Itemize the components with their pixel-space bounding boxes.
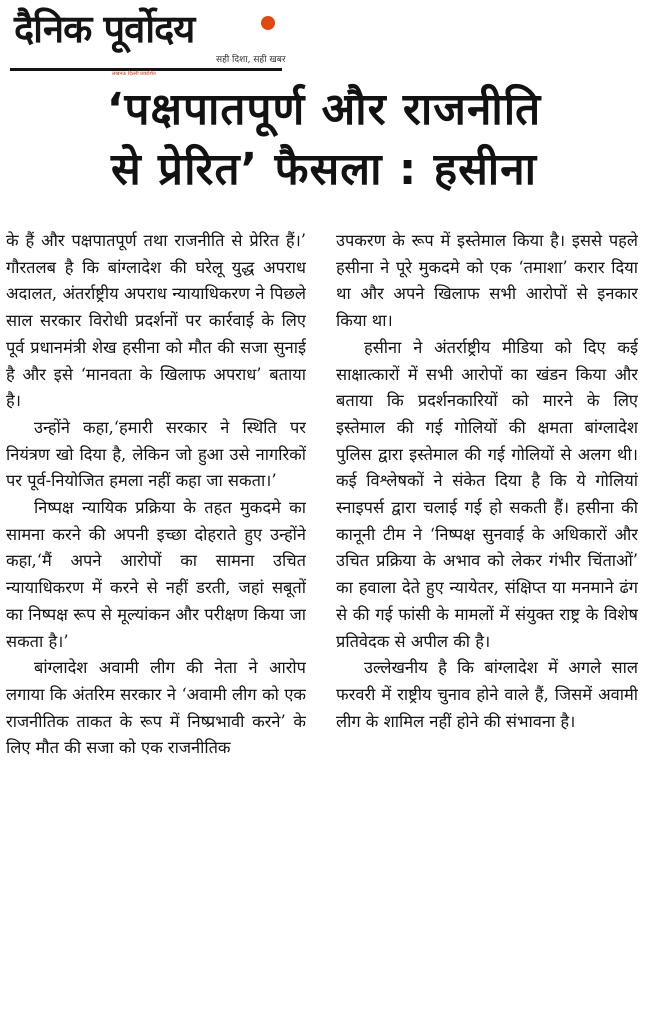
- headline-line-1: ‘पक्षपातपूर्ण और राजनीति: [106, 84, 542, 135]
- headline: [18, 80, 630, 200]
- paragraph: उल्लेखनीय है कि बांग्लादेश में अगले साल फरवरी में राष्ट्रीय चुनाव होने वाले हैं, जिसमें अवामी लीग के शामिल नहीं होने की संभावना है।: [336, 658, 638, 731]
- headline-line-2: से प्रेरित’ फैसला : हसीना: [110, 144, 538, 195]
- paragraph: निष्पक्ष न्यायिक प्रक्रिया के तहत मुकदमे का सामना करने की अपनी इच्छा दोहराते हुए उन्होंने कहा,‘मैं अपने आरोपों का सामना उचित न्यायाधिकरण में करने से नहीं डरती, जहां सबूतों का निष्पक्ष रूप से मूल्यांकन और परीक्षण किया जा सकता है।’: [6, 498, 306, 651]
- article-column-left: [6, 228, 306, 1028]
- article-column-right: [336, 228, 638, 1028]
- masthead-subline: लखनऊ दिल्ली प्रकाशित: [112, 71, 156, 77]
- paragraph: बांग्लादेश अवामी लीग की नेता ने आरोप लगाया कि अंतरिम सरकार ने ‘अवामी लीग को एक राजनीतिक ताकत के रूप में निष्प्रभावी करने’ के लिए मौत की सजा को एक राजनीतिक: [6, 658, 306, 758]
- paragraph: के हैं और पक्षपातपूर्ण तथा राजनीति से प्रेरित हैं।’ गौरतलब है कि बांग्लादेश की घरेलू युद्ध अपराध अदालत, अंतर्राष्ट्रीय अपराध न्यायाधिकरण ने पिछले साल सरकार विरोधी प्रदर्शनों पर कार्रवाई के लिए पूर्व प्रधानमंत्री शेख हसीना को मौत की सजा सुनाई है और इसे ‘मानवता के खिलाफ अपराध’ बताया है।: [6, 231, 306, 411]
- newspaper-logo: दैनिक पूर्वोदय: [14, 7, 195, 51]
- masthead: [10, 6, 290, 72]
- paragraph: उन्होंने कहा,‘हमारी सरकार ने स्थिति पर नियंत्रण खो दिया है, लेकिन जो हुआ उसे नागरिकों पर पूर्व-नियोजित हमला नहीं कहा जा सकता।’: [6, 417, 306, 491]
- tagline: सही दिशा, सही खबर: [216, 55, 286, 65]
- sun-icon: [261, 16, 275, 30]
- paragraph: उपकरण के रूप में इस्तेमाल किया है। इससे पहले हसीना ने पूरे मुकदमे को एक ‘तमाशा’ करार दिया था और अपने खिलाफ सभी आरोपों से इनकार किया था।: [336, 231, 638, 331]
- paragraph: हसीना ने अंतर्राष्ट्रीय मीडिया को दिए कई साक्षात्कारों में सभी आरोपों का खंडन किया और बताया कि प्रदर्शनकारियों को मारने के लिए इस्तेमाल की गई गोलियों की क्षमता बांग्लादेश पुलिस द्वारा इस्तेमाल की गई गोलियों से अलग थी। कई विश्लेषकों ने संकेत दिया है कि ये गोलियां स्नाइपर्स द्वारा चलाई गई हो सकती हैं। हसीना की कानूनी टीम ने ‘निष्पक्ष सुनवाई के अधिकारों और उचित प्रक्रिया के अभाव को लेकर गंभीर चिंताओं’ का हवाला देते हुए न्यायेतर, संक्षिप्त या मनमाने ढंग से की गई फांसी के मामलों में संयुक्त राष्ट्र के विशेष प्रतिवेदक से अपील की है।: [336, 337, 638, 651]
